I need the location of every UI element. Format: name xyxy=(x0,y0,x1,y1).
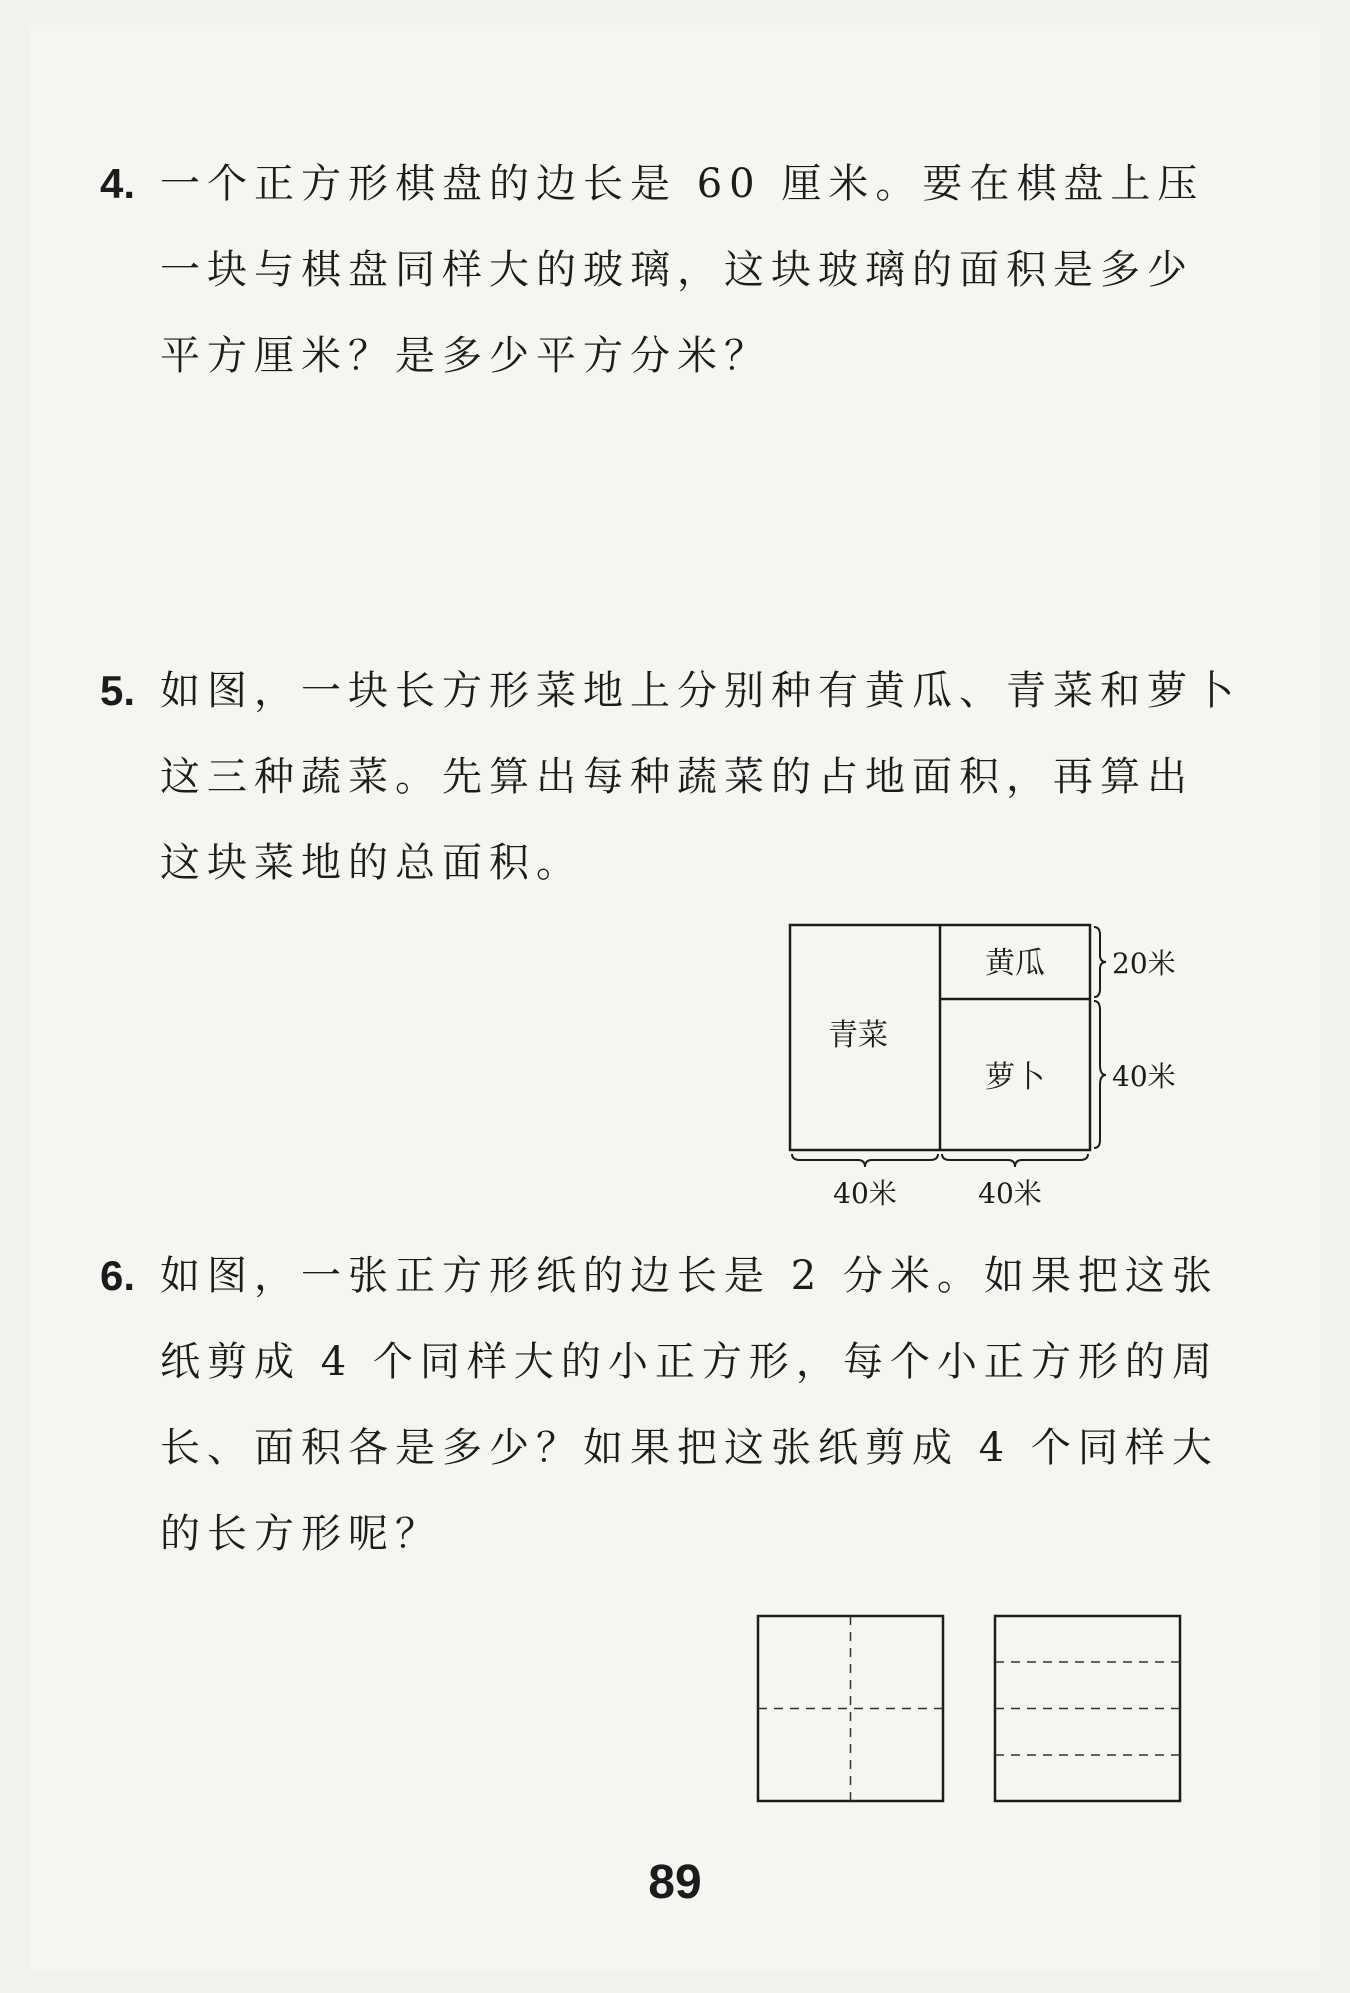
problem-text-line: 的长方形呢？ xyxy=(160,1511,442,1557)
brace-right-top xyxy=(1094,927,1106,997)
problem-number: 5. xyxy=(100,667,136,714)
garden-diagram xyxy=(770,910,1210,1220)
problem-text-line: 如图，一张正方形纸的边长是 2 分米。如果把这张 xyxy=(160,1253,1219,1299)
region-label-huanggua: 黄瓜 xyxy=(985,946,1045,981)
region-label-luobo: 萝卜 xyxy=(985,1060,1045,1095)
square-cut-into-4-rectangles xyxy=(995,1616,1180,1801)
problem-text-line: 纸剪成 4 个同样大的小正方形，每个小正方形的周 xyxy=(160,1339,1219,1385)
brace-bottom-left xyxy=(792,1154,938,1167)
region-label-qingcai: 青菜 xyxy=(828,1018,888,1053)
page-number: 89 xyxy=(648,1856,702,1909)
problem-text-line: 如图，一块长方形菜地上分别种有黄瓜、青菜和萝卜 xyxy=(160,668,1241,714)
square-cut-into-4-squares xyxy=(758,1616,943,1801)
paper-cut-diagrams xyxy=(745,1605,1195,1815)
problem-text-line: 长、面积各是多少？如果把这张纸剪成 4 个同样大 xyxy=(160,1425,1219,1471)
problem-text-line: 这块菜地的总面积。 xyxy=(160,840,583,886)
brace-right-bottom xyxy=(1094,1001,1106,1148)
dimension-width-right: 40米 xyxy=(978,1177,1042,1210)
problem-text-line: 一块与棋盘同样大的玻璃，这块玻璃的面积是多少 xyxy=(160,247,1194,293)
dimension-height-bottom: 40米 xyxy=(1112,1060,1176,1093)
brace-bottom-right xyxy=(942,1154,1088,1167)
problem-text-line: 平方厘米？是多少平方分米？ xyxy=(160,333,771,379)
dimension-height-top: 20米 xyxy=(1112,947,1176,980)
problem-text-line: 一个正方形棋盘的边长是 60 厘米。要在棋盘上压 xyxy=(160,161,1205,207)
dimension-width-left: 40米 xyxy=(833,1177,897,1210)
problem-text-line: 这三种蔬菜。先算出每种蔬菜的占地面积，再算出 xyxy=(160,754,1194,800)
problem-number: 6. xyxy=(100,1252,136,1299)
problem-number: 4. xyxy=(100,160,136,207)
